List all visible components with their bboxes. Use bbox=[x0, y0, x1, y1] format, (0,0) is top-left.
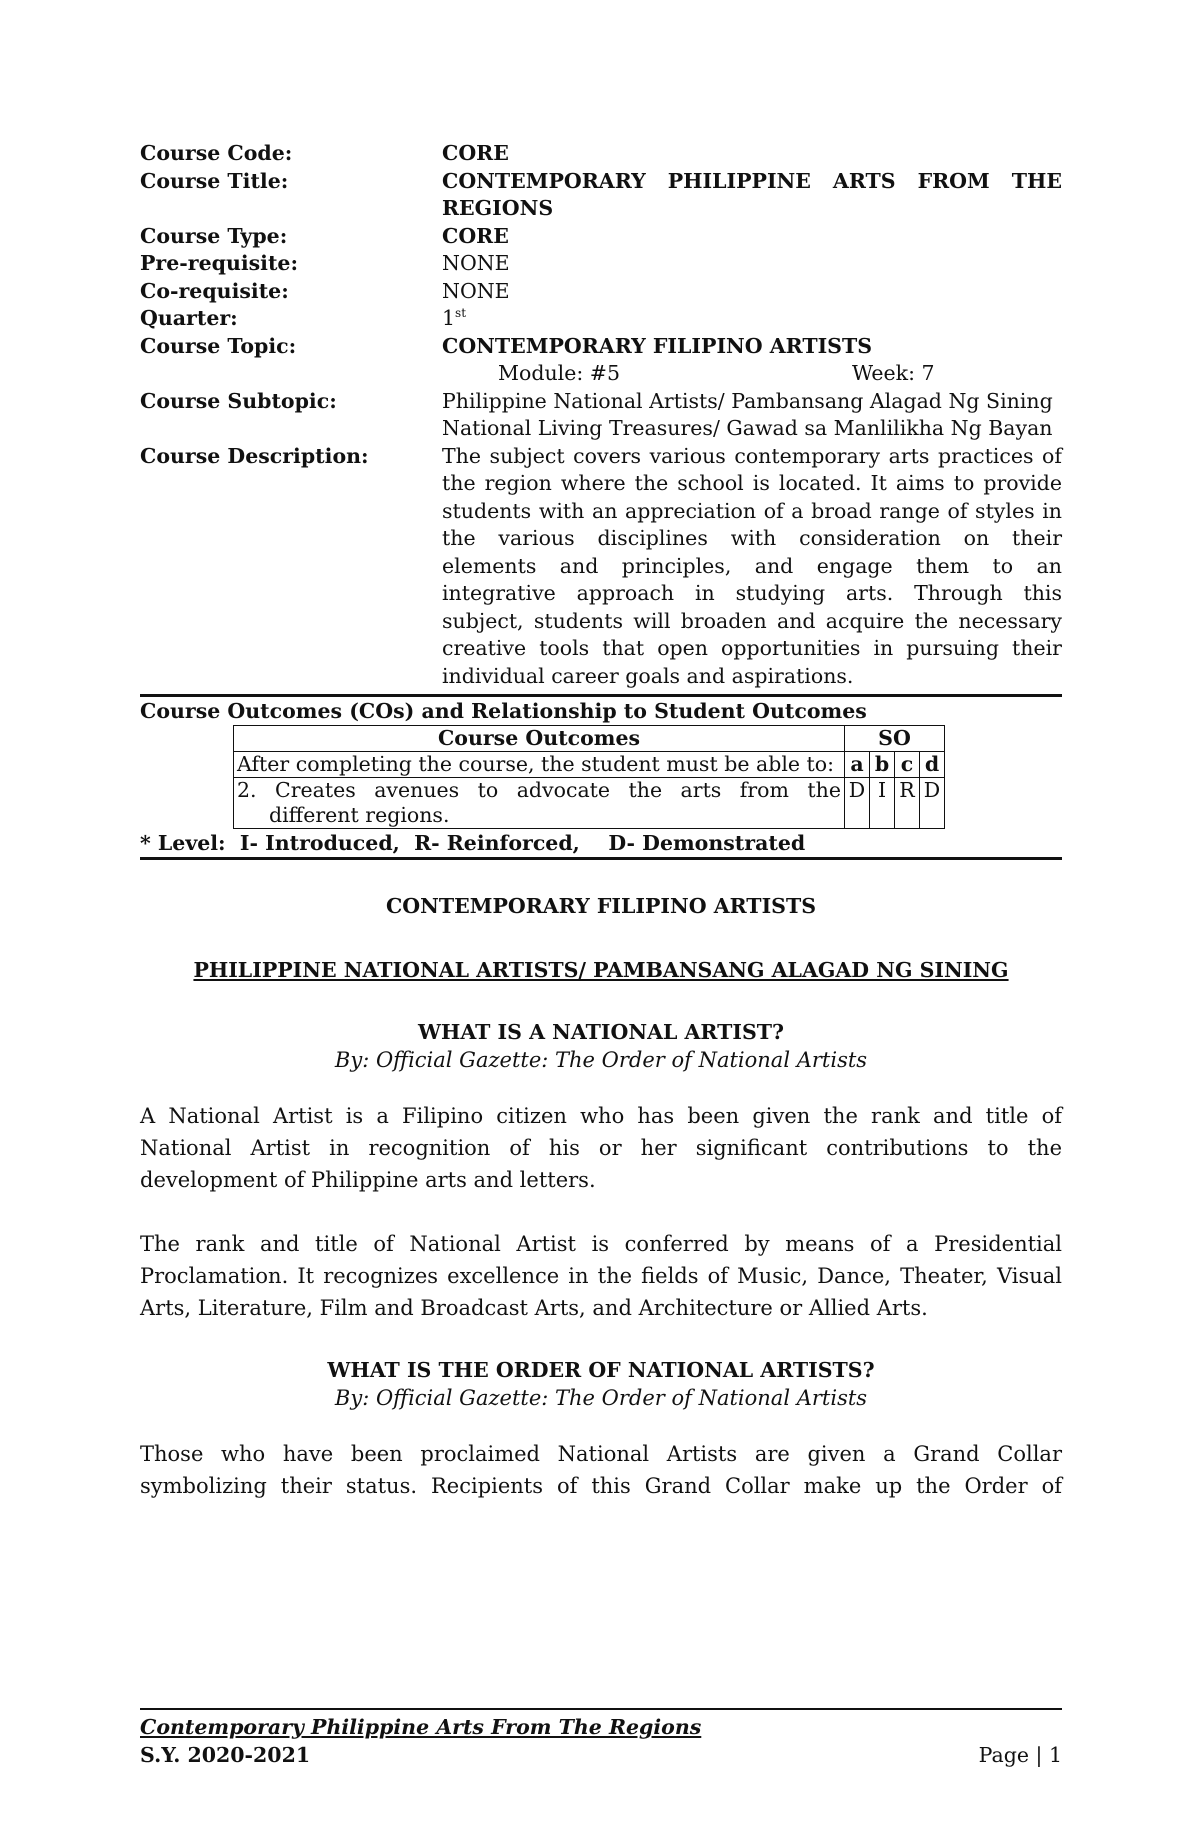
outcomes-intro: After completing the course, the student must be able to: bbox=[234, 752, 845, 778]
module-number: Module: #5 bbox=[498, 361, 620, 385]
level-d: D bbox=[920, 778, 945, 829]
so-col-d: d bbox=[920, 752, 945, 778]
col-so: SO bbox=[845, 726, 945, 752]
course-type-label: Course Type: bbox=[140, 223, 288, 248]
page-number: Page | 1 bbox=[978, 1743, 1062, 1767]
course-info bbox=[140, 140, 1062, 690]
school-year: S.Y. 2020-2021 bbox=[140, 1743, 311, 1767]
so-col-a: a bbox=[845, 752, 870, 778]
level-c: R bbox=[895, 778, 920, 829]
main-title: CONTEMPORARY FILIPINO ARTISTS bbox=[385, 894, 817, 918]
quarter-label: Quarter: bbox=[140, 306, 238, 330]
subtopic-label: Course Subtopic: bbox=[140, 388, 337, 413]
course-type: CORE bbox=[442, 223, 509, 248]
byline-1: By: Official Gazette: The Order of National Artists bbox=[334, 1048, 868, 1072]
paragraph-3: Those who have been proclaimed National Artists are given a Grand Collar symbolizing their status. Recipients of this Grand Collar make up the Order of bbox=[140, 1442, 1062, 1498]
coreq-label: Co-requisite: bbox=[140, 278, 289, 303]
course-title-label: Course Title: bbox=[140, 168, 289, 193]
prereq-label: Pre-requisite: bbox=[140, 251, 299, 275]
topic-label: Course Topic: bbox=[140, 333, 297, 358]
module-week bbox=[442, 360, 1118, 388]
col-course-outcomes: Course Outcomes bbox=[234, 726, 845, 752]
coreq: NONE bbox=[442, 278, 510, 303]
question-2: WHAT IS THE ORDER OF NATIONAL ARTISTS? bbox=[327, 1358, 875, 1382]
level-legend: * Level: I- Introduced, R- Reinforced, D- Demonstrated bbox=[140, 831, 806, 855]
paragraph-2: The rank and title of National Artist is conferred by means of a Presidential Proclamation. It recognizes excellence in the fields of Music, Dance, Theater, Visual Arts, Literature, Film and Broadcast Arts, and Architecture or Allied Arts. bbox=[140, 1232, 1062, 1320]
so-col-b: b bbox=[870, 752, 895, 778]
description-label: Course Description: bbox=[140, 443, 369, 468]
outcomes-table bbox=[233, 725, 945, 829]
document-page bbox=[140, 140, 1062, 1502]
outcomes-heading: Course Outcomes (COs) and Relationship to Student Outcomes bbox=[140, 699, 867, 723]
topic: CONTEMPORARY FILIPINO ARTISTS bbox=[442, 333, 873, 358]
paragraph-1: A National Artist is a Filipino citizen who has been given the rank and title of National Artist in recognition of his or her significant contributions to the development of Philippine arts and letters. bbox=[140, 1104, 1062, 1192]
course-title: CONTEMPORARY PHILIPPINE ARTS FROM THE REGIONS bbox=[442, 168, 1062, 220]
subtopic-1: Philippine National Artists/ Pambansang Alagad Ng Sining bbox=[442, 388, 1053, 413]
outcome-item: 2. Creates avenues to advocate the arts from the different regions. bbox=[237, 778, 841, 827]
prereq: NONE bbox=[442, 251, 510, 275]
quarter bbox=[442, 305, 1062, 333]
byline-2: By: Official Gazette: The Order of National Artists bbox=[334, 1386, 868, 1410]
course-code-label: Course Code: bbox=[140, 141, 293, 165]
subtopic-2: National Living Treasures/ Gawad sa Manlilikha Ng Bayan bbox=[442, 416, 1053, 440]
so-col-c: c bbox=[895, 752, 920, 778]
subtopics bbox=[442, 388, 1062, 443]
section-title: PHILIPPINE NATIONAL ARTISTS/ PAMBANSANG ALAGAD NG SINING bbox=[193, 958, 1009, 982]
course-code: CORE bbox=[442, 141, 509, 165]
week-number: Week: 7 bbox=[852, 361, 935, 385]
course-description: The subject covers various contemporary arts practices of the region where the school is located. It aims to provide students with an appreciation of a broad range of styles in the various disciplines with consideration on their elements and principles, and engage them to an integrative approach in studying arts. Through this subject, students will broaden and acquire the necessary creative tools that open opportunities in pursuing their individual career goals and aspirations. bbox=[442, 443, 1062, 688]
footer-title: Contemporary Philippine Arts From The Regions bbox=[140, 1715, 702, 1739]
level-a: D bbox=[845, 778, 870, 829]
level-b: I bbox=[870, 778, 895, 829]
divider bbox=[140, 857, 1062, 860]
quarter-number: 1 bbox=[442, 306, 456, 330]
quarter-suffix: st bbox=[455, 306, 467, 321]
question-1: WHAT IS A NATIONAL ARTIST? bbox=[417, 1020, 785, 1044]
page-footer bbox=[140, 1708, 1062, 1770]
